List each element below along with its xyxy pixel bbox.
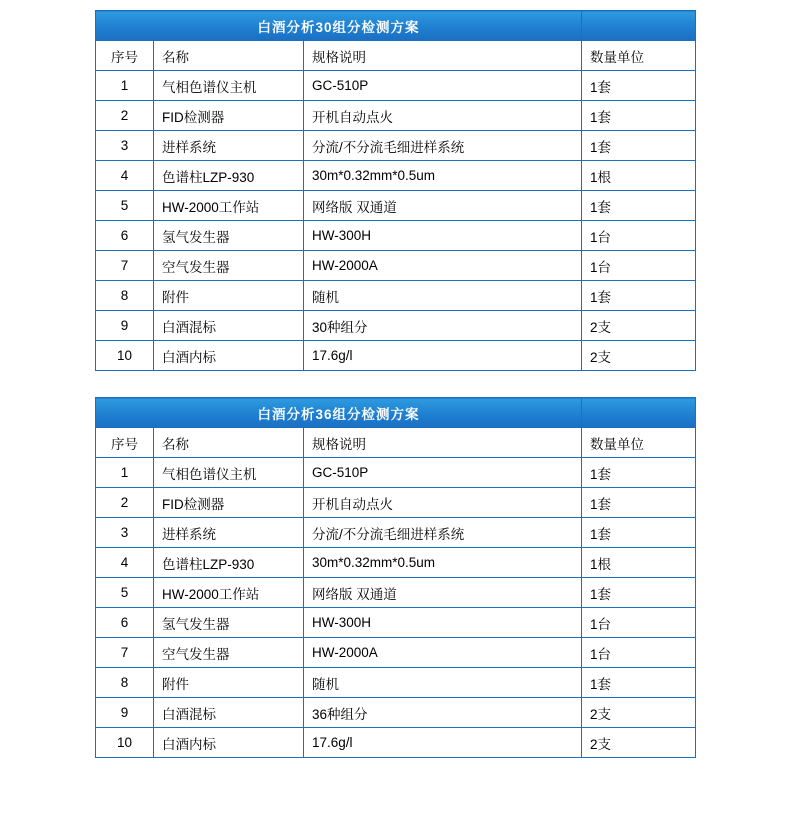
column-header-index: 序号 <box>96 41 154 71</box>
cell-index: 10 <box>96 728 154 758</box>
cell-name: 氢气发生器 <box>154 221 304 251</box>
cell-spec: HW-300H <box>304 221 582 251</box>
table-row <box>96 668 696 698</box>
cell-spec: 分流/不分流毛细进样系统 <box>304 518 582 548</box>
table-title: 白酒分析36组分检测方案 <box>96 398 582 428</box>
table-row <box>96 281 696 311</box>
cell-name: 空气发生器 <box>154 251 304 281</box>
cell-name: 进样系统 <box>154 131 304 161</box>
cell-qty: 2支 <box>582 341 696 371</box>
cell-spec: HW-300H <box>304 608 582 638</box>
cell-qty: 1套 <box>582 71 696 101</box>
cell-name: 白酒混标 <box>154 311 304 341</box>
cell-qty: 1台 <box>582 221 696 251</box>
cell-name: 色谱柱LZP-930 <box>154 161 304 191</box>
cell-qty: 1套 <box>582 131 696 161</box>
cell-qty: 1套 <box>582 458 696 488</box>
cell-qty: 1套 <box>582 191 696 221</box>
cell-qty: 1套 <box>582 668 696 698</box>
cell-index: 10 <box>96 341 154 371</box>
table-row <box>96 638 696 668</box>
spec-table-block-2 <box>95 397 695 758</box>
cell-name: HW-2000工作站 <box>154 578 304 608</box>
cell-name: 白酒内标 <box>154 728 304 758</box>
cell-index: 2 <box>96 101 154 131</box>
table-row <box>96 578 696 608</box>
cell-spec: GC-510P <box>304 71 582 101</box>
cell-name: 气相色谱仪主机 <box>154 71 304 101</box>
spec-table-1 <box>95 10 696 371</box>
cell-spec: 30种组分 <box>304 311 582 341</box>
cell-name: 附件 <box>154 668 304 698</box>
table-title-filler <box>582 11 696 41</box>
cell-index: 5 <box>96 191 154 221</box>
cell-index: 7 <box>96 638 154 668</box>
cell-qty: 2支 <box>582 698 696 728</box>
table-row <box>96 728 696 758</box>
cell-name: HW-2000工作站 <box>154 191 304 221</box>
cell-qty: 1套 <box>582 101 696 131</box>
cell-spec: 36种组分 <box>304 698 582 728</box>
cell-spec: 17.6g/l <box>304 341 582 371</box>
column-header-qty: 数量单位 <box>582 41 696 71</box>
cell-spec: 随机 <box>304 668 582 698</box>
cell-index: 2 <box>96 488 154 518</box>
cell-name: 色谱柱LZP-930 <box>154 548 304 578</box>
cell-name: FID检测器 <box>154 101 304 131</box>
cell-index: 1 <box>96 71 154 101</box>
cell-qty: 1台 <box>582 251 696 281</box>
column-header-index: 序号 <box>96 428 154 458</box>
table-row <box>96 698 696 728</box>
spec-table-block-1 <box>95 10 695 371</box>
cell-spec: 网络版 双通道 <box>304 191 582 221</box>
cell-spec: HW-2000A <box>304 251 582 281</box>
cell-spec: 分流/不分流毛细进样系统 <box>304 131 582 161</box>
cell-qty: 1根 <box>582 161 696 191</box>
table-row <box>96 251 696 281</box>
cell-name: 进样系统 <box>154 518 304 548</box>
cell-spec: 网络版 双通道 <box>304 578 582 608</box>
cell-index: 8 <box>96 668 154 698</box>
table-row <box>96 488 696 518</box>
cell-spec: HW-2000A <box>304 638 582 668</box>
table-row <box>96 101 696 131</box>
table-header-row <box>96 428 696 458</box>
cell-qty: 1套 <box>582 518 696 548</box>
table-row <box>96 608 696 638</box>
cell-name: 白酒内标 <box>154 341 304 371</box>
cell-index: 8 <box>96 281 154 311</box>
cell-index: 4 <box>96 161 154 191</box>
cell-index: 1 <box>96 458 154 488</box>
cell-spec: 30m*0.32mm*0.5um <box>304 548 582 578</box>
cell-qty: 1根 <box>582 548 696 578</box>
cell-qty: 1台 <box>582 638 696 668</box>
cell-index: 5 <box>96 578 154 608</box>
cell-qty: 1套 <box>582 281 696 311</box>
cell-index: 7 <box>96 251 154 281</box>
table-row <box>96 458 696 488</box>
spec-table-2 <box>95 397 696 758</box>
table-header-row <box>96 41 696 71</box>
cell-spec: 随机 <box>304 281 582 311</box>
cell-spec: 开机自动点火 <box>304 488 582 518</box>
cell-index: 9 <box>96 311 154 341</box>
cell-index: 6 <box>96 608 154 638</box>
cell-name: 气相色谱仪主机 <box>154 458 304 488</box>
cell-index: 9 <box>96 698 154 728</box>
table-title-row <box>96 398 696 428</box>
column-header-spec: 规格说明 <box>304 428 582 458</box>
cell-name: 氢气发生器 <box>154 608 304 638</box>
cell-spec: 开机自动点火 <box>304 101 582 131</box>
column-header-qty: 数量单位 <box>582 428 696 458</box>
table-row <box>96 221 696 251</box>
cell-index: 3 <box>96 518 154 548</box>
table-row <box>96 341 696 371</box>
table-title: 白酒分析30组分检测方案 <box>96 11 582 41</box>
cell-index: 4 <box>96 548 154 578</box>
table-title-filler <box>582 398 696 428</box>
cell-spec: 17.6g/l <box>304 728 582 758</box>
cell-index: 6 <box>96 221 154 251</box>
cell-name: 白酒混标 <box>154 698 304 728</box>
cell-name: FID检测器 <box>154 488 304 518</box>
cell-name: 空气发生器 <box>154 638 304 668</box>
column-header-name: 名称 <box>154 41 304 71</box>
table-row <box>96 161 696 191</box>
cell-qty: 2支 <box>582 728 696 758</box>
cell-name: 附件 <box>154 281 304 311</box>
cell-qty: 1套 <box>582 488 696 518</box>
cell-spec: GC-510P <box>304 458 582 488</box>
table-row <box>96 71 696 101</box>
cell-qty: 1台 <box>582 608 696 638</box>
table-row <box>96 518 696 548</box>
cell-spec: 30m*0.32mm*0.5um <box>304 161 582 191</box>
column-header-spec: 规格说明 <box>304 41 582 71</box>
cell-qty: 1套 <box>582 578 696 608</box>
table-row <box>96 548 696 578</box>
column-header-name: 名称 <box>154 428 304 458</box>
table-row <box>96 191 696 221</box>
cell-qty: 2支 <box>582 311 696 341</box>
cell-index: 3 <box>96 131 154 161</box>
table-row <box>96 311 696 341</box>
table-row <box>96 131 696 161</box>
table-title-row <box>96 11 696 41</box>
